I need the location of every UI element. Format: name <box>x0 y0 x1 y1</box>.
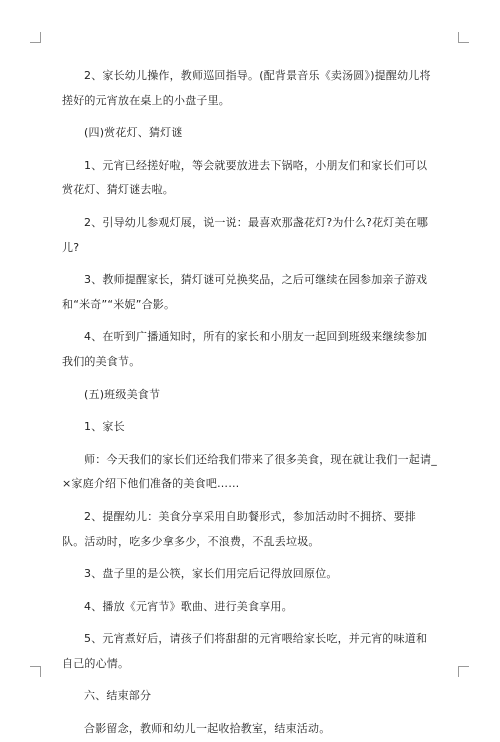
paragraph-lanterns-3: 3、教师提醒家长，猜灯谜可兑换奖品，之后可继续在园参加亲子游戏和“米奇”“米妮”合影。 <box>62 273 428 311</box>
paragraph-food-2: 2、提醒幼儿：美食分享采用自助餐形式，参加活动时不拥挤、要排队。活动时，吃多少拿多少，不浪费，不乱丢垃圾。 <box>62 509 416 548</box>
paragraph-lanterns-1: 1、元宵已经搓好啦，等会就要放进去下锅咯，小朋友们和家长们可以赏花灯、猜灯谜去啦。 <box>62 158 428 197</box>
crop-mark-top-left <box>30 32 41 43</box>
paragraph-lanterns-2: 2、引导幼儿参观灯展，说一说：最喜欢那盏花灯?为什么?花灯美在哪儿? <box>62 215 429 254</box>
paragraph-step-2-operation: 2、家长幼儿操作，教师巡回指导。(配背景音乐《卖汤圆》)提醒幼儿将搓好的元宵放在桌上的小盘子里。 <box>62 69 431 107</box>
paragraph-food-teacher: 师：今天我们的家长们还给我们带来了很多美食，现在就让我们一起请_×家庭介绍下他们准备的美食吧…… <box>62 452 437 491</box>
section-heading-food-festival: (五)班级美食节 <box>84 387 161 401</box>
section-heading-lanterns: (四)赏花灯、猜灯谜 <box>84 126 183 140</box>
paragraph-food-4: 4、播放《元宵节》歌曲、进行美食享用。 <box>84 599 293 613</box>
paragraph-food-5: 5、元宵煮好后，请孩子们将甜甜的元宵喂给家长吃，并元宵的味道和自己的心情。 <box>62 632 428 670</box>
crop-mark-bottom-left <box>30 666 41 677</box>
paragraph-lanterns-4: 4、在听到广播通知时，所有的家长和小朋友一起回到班级来继续参加我们的美食节。 <box>62 330 428 368</box>
crop-mark-top-right <box>458 32 469 43</box>
crop-mark-bottom-right <box>458 666 469 677</box>
paragraph-food-3: 3、盘子里的是公筷，家长们用完后记得放回原位。 <box>84 567 338 581</box>
section-heading-ending: 六、结束部分 <box>84 689 152 703</box>
document-body <box>62 64 438 742</box>
paragraph-ending: 合影留念，教师和幼儿一起收拾教室，结束活动。 <box>84 722 331 736</box>
paragraph-food-1: 1、家长 <box>84 420 125 434</box>
